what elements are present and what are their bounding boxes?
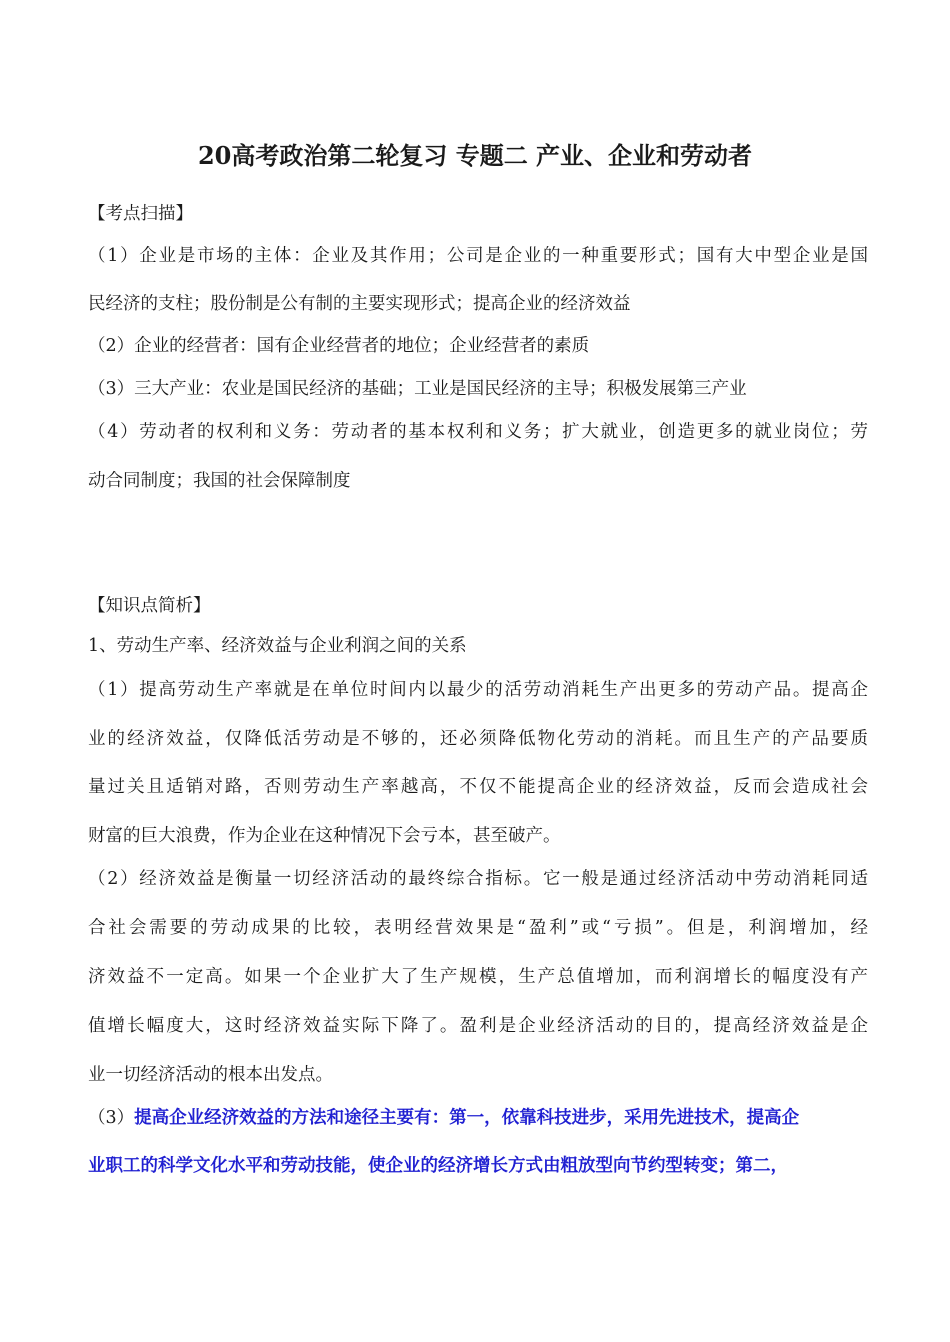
- section-header-zhishidian: 【知识点简析】: [88, 596, 211, 616]
- section-header-kaodian: 【考点扫描】: [88, 204, 193, 224]
- para3-highlight-1: 提高企业经济效益的方法和途径主要有：第一，依靠科技进步，采用先进技术，提高企: [134, 1108, 800, 1128]
- para1-line-1: （1）提高劳动生产率就是在单位时间内以最少的活劳动消耗生产出更多的劳动产品。提高企: [88, 680, 868, 700]
- para2-line-3: 济效益不一定高。如果一个企业扩大了生产规模，生产总值增加，而利润增长的幅度没有产: [88, 967, 868, 987]
- kaodian-item-1-line-1: （1）企业是市场的主体：企业及其作用；公司是企业的一种重要形式；国有大中型企业是国: [88, 246, 868, 266]
- para3-highlight-2: 业职工的科学文化水平和劳动技能，使企业的经济增长方式由粗放型向节约型转变；第二，: [88, 1156, 788, 1176]
- para1-line-4: 财富的巨大浪费，作为企业在这种情况下会亏本，甚至破产。: [88, 826, 561, 846]
- para2-line-1: （2）经济效益是衡量一切经济活动的最终综合指标。它一般是通过经济活动中劳动消耗同适: [88, 869, 868, 889]
- para3-prefix: （3）: [88, 1108, 135, 1128]
- para3-line-1: [88, 1106, 868, 1130]
- kaodian-item-2: （2）企业的经营者：国有企业经营者的地位；企业经营者的素质: [88, 336, 590, 356]
- document-title: 20高考政治第二轮复习 专题二 产业、企业和劳动者: [197, 141, 753, 170]
- kaodian-item-4-line-1: （4）劳动者的权利和义务：劳动者的基本权利和义务；扩大就业，创造更多的就业岗位；劳: [88, 422, 868, 442]
- para2-line-5: 业一切经济活动的根本出发点。: [88, 1065, 333, 1085]
- kaodian-item-1-line-2: 民经济的支柱；股份制是公有制的主要实现形式；提高企业的经济效益: [88, 294, 631, 314]
- subheading-1: 1、劳动生产率、经济效益与企业利润之间的关系: [88, 636, 467, 656]
- para2-line-2: 合社会需要的劳动成果的比较，表明经营效果是“盈利”或“亏损”。但是，利润增加，经: [88, 918, 868, 938]
- para2-line-4: 值增长幅度大，这时经济效益实际下降了。盈利是企业经济活动的目的，提高经济效益是企: [88, 1016, 868, 1036]
- para1-line-2: 业的经济效益，仅降低活劳动是不够的，还必须降低物化劳动的消耗。而且生产的产品要质: [88, 729, 868, 749]
- para1-line-3: 量过关且适销对路，否则劳动生产率越高，不仅不能提高企业的经济效益，反而会造成社会: [88, 777, 868, 797]
- kaodian-item-3: （3）三大产业：农业是国民经济的基础；工业是国民经济的主导；积极发展第三产业: [88, 379, 747, 399]
- kaodian-item-4-line-2: 动合同制度；我国的社会保障制度: [88, 471, 351, 491]
